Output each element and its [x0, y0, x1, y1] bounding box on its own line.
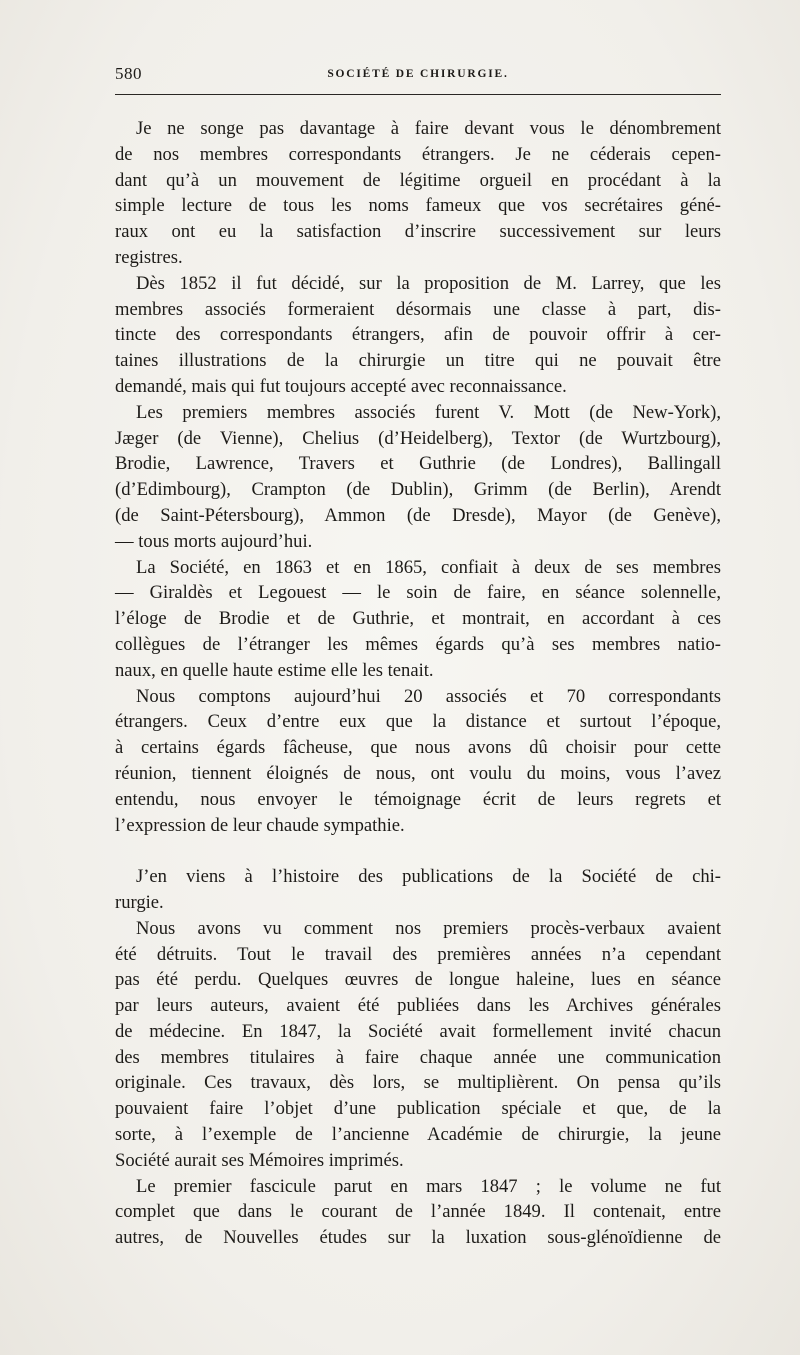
- text-line: (de Saint-Pétersbourg), Ammon (de Dresde), Mayor (de Genève),: [115, 504, 721, 526]
- text-line: membres associés formeraient désormais une classe à part, dis-: [115, 298, 721, 320]
- text-line: — tous morts aujourd’hui.: [115, 530, 313, 552]
- text-line: pas été perdu. Quelques œuvres de longue haleine, lues en séance: [115, 969, 721, 991]
- text-line: Jæger (de Vienne), Chelius (d’Heidelberg), Textor (de Wurtzbourg),: [115, 427, 721, 449]
- page-number: 580: [115, 64, 142, 83]
- text-line: l’éloge de Brodie et de Guthrie, et montrait, en accordant à ces: [115, 608, 721, 630]
- page-header: [115, 64, 721, 95]
- text-line: dant qu’à un mouvement de légitime orgueil en procédant à la: [115, 169, 721, 191]
- text-line: J’en viens à l’histoire des publications de la Société de chi-: [136, 866, 721, 888]
- text-line: par leurs auteurs, avaient été publiées dans les Archives générales: [115, 995, 721, 1017]
- text-line: été détruits. Tout le travail des premières années n’a cependant: [115, 943, 721, 965]
- text-line: — Giraldès et Legouest — le soin de faire, en séance solennelle,: [115, 582, 721, 604]
- text-line: Dès 1852 il fut décidé, sur la proposition de M. Larrey, que les: [136, 272, 721, 294]
- text-line: naux, en quelle haute estime elle les tenait.: [115, 659, 434, 681]
- text-line: autres, de Nouvelles études sur la luxation sous-glénoïdienne de: [115, 1227, 721, 1249]
- text-line: réunion, tiennent éloignés de nous, ont voulu du moins, vous l’avez: [115, 762, 721, 784]
- text-line: sorte, à l’exemple de l’ancienne Académie de chirurgie, la jeune: [115, 1124, 721, 1146]
- body-text: [115, 116, 721, 1251]
- text-line: des membres titulaires à faire chaque année une communication: [115, 1046, 721, 1068]
- text-line: Le premier fascicule parut en mars 1847 ; le volume ne fut: [136, 1175, 721, 1197]
- text-line: Société aurait ses Mémoires imprimés.: [115, 1149, 404, 1171]
- text-line: originale. Ces travaux, dès lors, se multiplièrent. On pensa qu’ils: [115, 1072, 721, 1094]
- text-line: collègues de l’étranger les mêmes égards qu’à ses membres natio-: [115, 633, 721, 655]
- text-line: tincte des correspondants étrangers, afin de pouvoir offrir à cer-: [115, 324, 721, 346]
- text-line: Les premiers membres associés furent V. Mott (de New-York),: [136, 401, 721, 423]
- text-line: étrangers. Ceux d’entre eux que la distance et surtout l’époque,: [115, 711, 721, 733]
- text-line: rurgie.: [115, 891, 164, 913]
- text-line: La Société, en 1863 et en 1865, confiait à deux de ses membres: [136, 556, 721, 578]
- text-line: de nos membres correspondants étrangers. Je ne céderais cepen-: [115, 143, 721, 165]
- text-line: de médecine. En 1847, la Société avait formellement invité chacun: [115, 1020, 721, 1042]
- text-line: registres.: [115, 246, 183, 268]
- text-line: complet que dans le courant de l’année 1849. Il contenait, entre: [115, 1201, 721, 1223]
- text-line: l’expression de leur chaude sympathie.: [115, 814, 405, 836]
- text-line: pouvaient faire l’objet d’une publication spéciale et que, de la: [115, 1098, 721, 1120]
- text-line: à certains égards fâcheuse, que nous avons dû choisir pour cette: [115, 737, 721, 759]
- text-line: demandé, mais qui fut toujours accepté avec reconnaissance.: [115, 375, 567, 397]
- text-line: (d’Edimbourg), Crampton (de Dublin), Grimm (de Berlin), Arendt: [115, 479, 721, 501]
- text-line: simple lecture de tous les noms fameux que vos secrétaires géné-: [115, 195, 721, 217]
- text-line: raux ont eu la satisfaction d’inscrire successivement sur leurs: [115, 221, 721, 243]
- text-line: Je ne songe pas davantage à faire devant vous le dénombrement: [136, 118, 721, 139]
- text-line: Nous comptons aujourd’hui 20 associés et 70 correspondants: [136, 685, 721, 707]
- text-line: Nous avons vu comment nos premiers procès-verbaux avaient: [136, 917, 721, 939]
- text-line: entendu, nous envoyer le témoignage écrit de leurs regrets et: [115, 788, 721, 810]
- paragraph-gap: [115, 838, 721, 864]
- text-line: Brodie, Lawrence, Travers et Guthrie (de Londres), Ballingall: [115, 453, 721, 475]
- running-head: SOCIÉTÉ DE CHIRURGIE.: [327, 68, 509, 80]
- text-line: taines illustrations de la chirurgie un titre qui ne pouvait être: [115, 350, 721, 372]
